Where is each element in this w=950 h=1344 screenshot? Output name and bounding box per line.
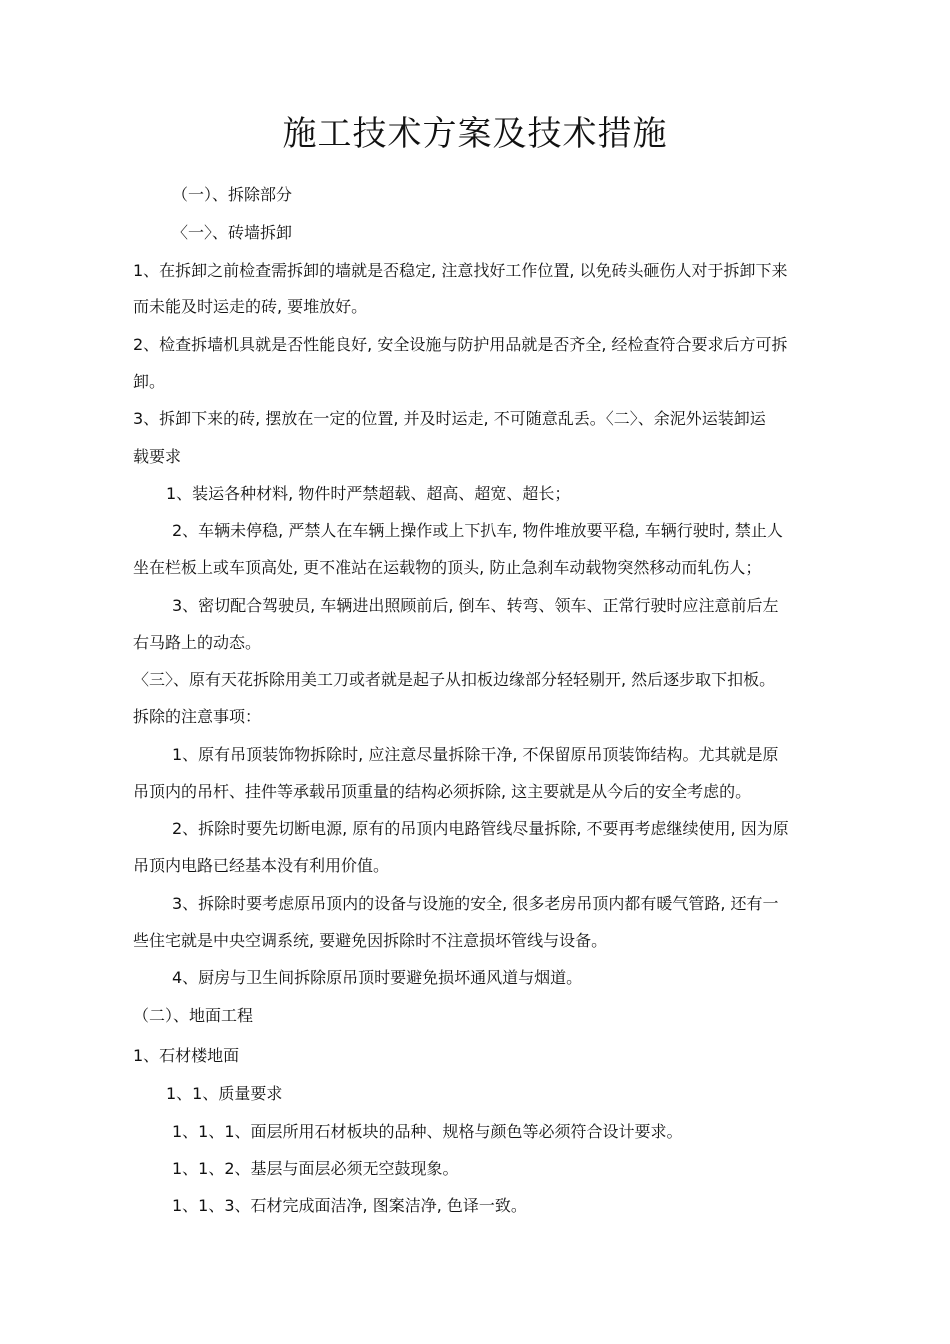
paragraph-line: 4、厨房与卫生间拆除原吊顶时要避免损坏通风道与烟道。 [172,968,583,987]
paragraph-line: 载要求 [133,447,182,466]
list-item: 1、1、3、石材完成面洁净, 图案洁净, 色译一致。 [172,1196,527,1215]
paragraph-line: 吊顶内电路已经基本没有利用价值。 [133,856,390,875]
paragraph-line: 右马路上的动态。 [133,633,262,652]
paragraph-line: 2、拆除时要先切断电源, 原有的吊顶内电路管线尽量拆除, 不要再考虑继续使用, 因为原 [172,819,789,838]
paragraph-line: 卸。 [133,372,166,391]
document-title: 施工技术方案及技术措施 [282,114,668,154]
paragraph-line: 2、车辆未停稳, 严禁人在车辆上操作或上下扒车, 物件堆放要平稳, 车辆行驶时, 禁止人 [172,521,783,540]
paragraph-line: 2、检查拆墙机具就是否性能良好, 安全设施与防护用品就是否齐全, 经检查符合要求后方可拆 [133,335,788,354]
subsection-heading: 〈一〉、砖墙拆卸 [172,223,293,242]
paragraph-line: 坐在栏板上或车顶高处, 更不准站在运载物的顶头, 防止急刹车动载物突然移动而轧伤人； [133,558,762,577]
paragraph-line: 1、在拆卸之前检查需拆卸的墙就是否稳定, 注意找好工作位置, 以免砖头砸伤人对于拆卸下来 [133,261,788,280]
paragraph-line: 3、拆卸下来的砖, 摆放在一定的位置, 并及时运走, 不可随意乱丢。〈二〉、余泥外运装卸运 [133,409,766,428]
paragraph-line: 1、原有吊顶装饰物拆除时, 应注意尽量拆除干净, 不保留原吊顶装饰结构。尤其就是原 [172,745,779,764]
paragraph-line: 1、装运各种材料, 物件时严禁超载、超高、超宽、超长； [166,484,571,503]
paragraph-line: 〈三〉、原有天花拆除用美工刀或者就是起子从扣板边缘部分轻轻剔开, 然后逐步取下扣板。 [133,670,776,689]
subsection-heading: 1、1、质量要求 [166,1084,283,1103]
paragraph-line: 3、拆除时要考虑原吊顶内的设备与设施的安全, 很多老房吊顶内都有暖气管路, 还有一 [172,894,779,913]
paragraph-line: 拆除的注意事项： [133,707,262,726]
section-heading: （一）、拆除部分 [172,185,293,204]
section-heading: （二）、地面工程 [133,1006,254,1025]
subsection-heading: 1、石材楼地面 [133,1046,240,1065]
paragraph-line: 3、密切配合驾驶员, 车辆进出照顾前后, 倒车、转弯、领车、正常行驶时应注意前后左 [172,596,779,615]
list-item: 1、1、2、基层与面层必须无空鼓现象。 [172,1159,459,1178]
paragraph-line: 而未能及时运走的砖, 要堆放好。 [133,297,368,316]
paragraph-line: 些住宅就是中央空调系统, 要避免因拆除时不注意损坏管线与设备。 [133,931,608,950]
paragraph-line: 吊顶内的吊杆、挂件等承载吊顶重量的结构必须拆除, 这主要就是从今后的安全考虑的。 [133,782,752,801]
list-item: 1、1、1、面层所用石材板块的品种、规格与颜色等必须符合设计要求。 [172,1122,683,1141]
